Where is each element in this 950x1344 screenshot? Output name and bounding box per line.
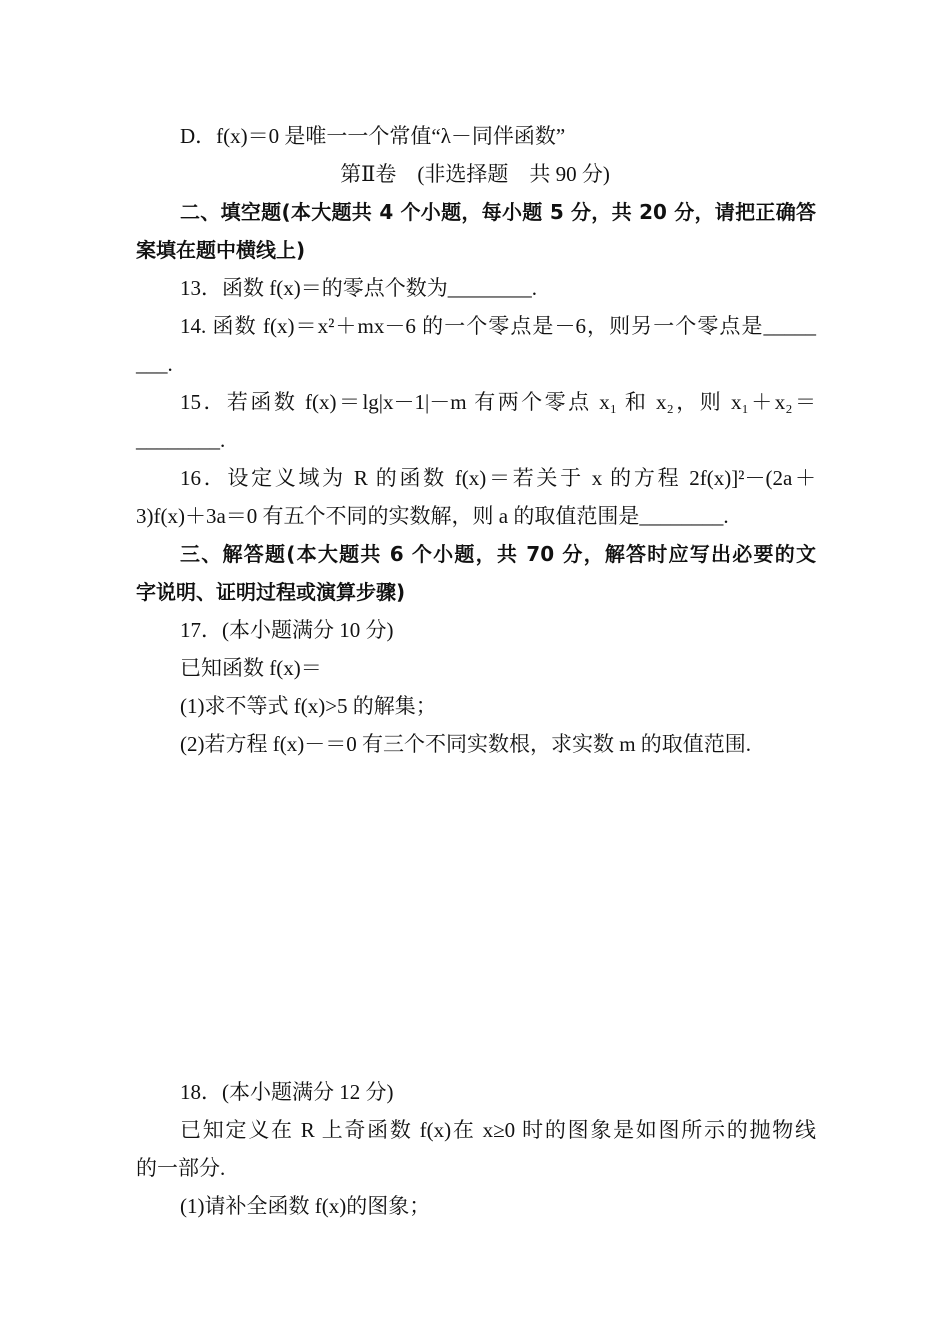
question-13: 13．函数 f(x)＝的零点个数为________. xyxy=(180,276,537,300)
question-15-cont: ________. xyxy=(136,428,226,452)
answer-heading-cont: 字说明、证明过程或演算步骤) xyxy=(136,580,406,604)
question-14: 14. 函数 f(x)＝x²＋mx－6 的一个零点是－6，则另一个零点是_____ xyxy=(180,314,816,338)
section-title: 第Ⅱ卷 (非选择题 共 90 分) xyxy=(340,162,610,186)
question-17-stem: 已知函数 f(x)＝ xyxy=(180,656,322,680)
question-16: 16．设定义域为 R 的函数 f(x)＝若关于 x 的方程 2f(x)]²－(2a＋ xyxy=(180,466,816,490)
question-17-part2: (2)若方程 f(x)－＝0 有三个不同实数根，求实数 m 的取值范围. xyxy=(180,732,752,756)
question-16-cont: 3)f(x)＋3a＝0 有五个不同的实数解，则 a 的取值范围是________. xyxy=(136,504,729,528)
question-17-part1: (1)求不等式 f(x)>5 的解集； xyxy=(180,694,437,718)
question-18-stem-cont: 的一部分. xyxy=(136,1156,226,1180)
question-15: 15．若函数 f(x)＝lg|x－1|－m 有两个零点 x₁ 和 x₂，则 x₁＋x₂＝ xyxy=(180,390,816,414)
option-d: D．f(x)＝0 是唯一一个常值“λ－同伴函数” xyxy=(180,124,566,148)
fill-blank-heading: 二、填空题(本大题共 4 个小题，每小题 5 分，共 20 分，请把正确答 xyxy=(180,200,816,224)
question-18-part1: (1)请补全函数 f(x)的图象； xyxy=(180,1194,431,1218)
question-14-cont: ___. xyxy=(136,352,173,376)
fill-blank-heading-cont: 案填在题中横线上) xyxy=(136,238,306,262)
question-18-stem: 已知定义在 R 上奇函数 f(x)在 x≥0 时的图象是如图所示的抛物线 xyxy=(180,1118,816,1142)
question-17-title: 17．(本小题满分 10 分) xyxy=(180,618,394,642)
answer-heading: 三、解答题(本大题共 6 个小题，共 70 分，解答时应写出必要的文 xyxy=(180,542,816,566)
question-18-title: 18．(本小题满分 12 分) xyxy=(180,1080,394,1104)
